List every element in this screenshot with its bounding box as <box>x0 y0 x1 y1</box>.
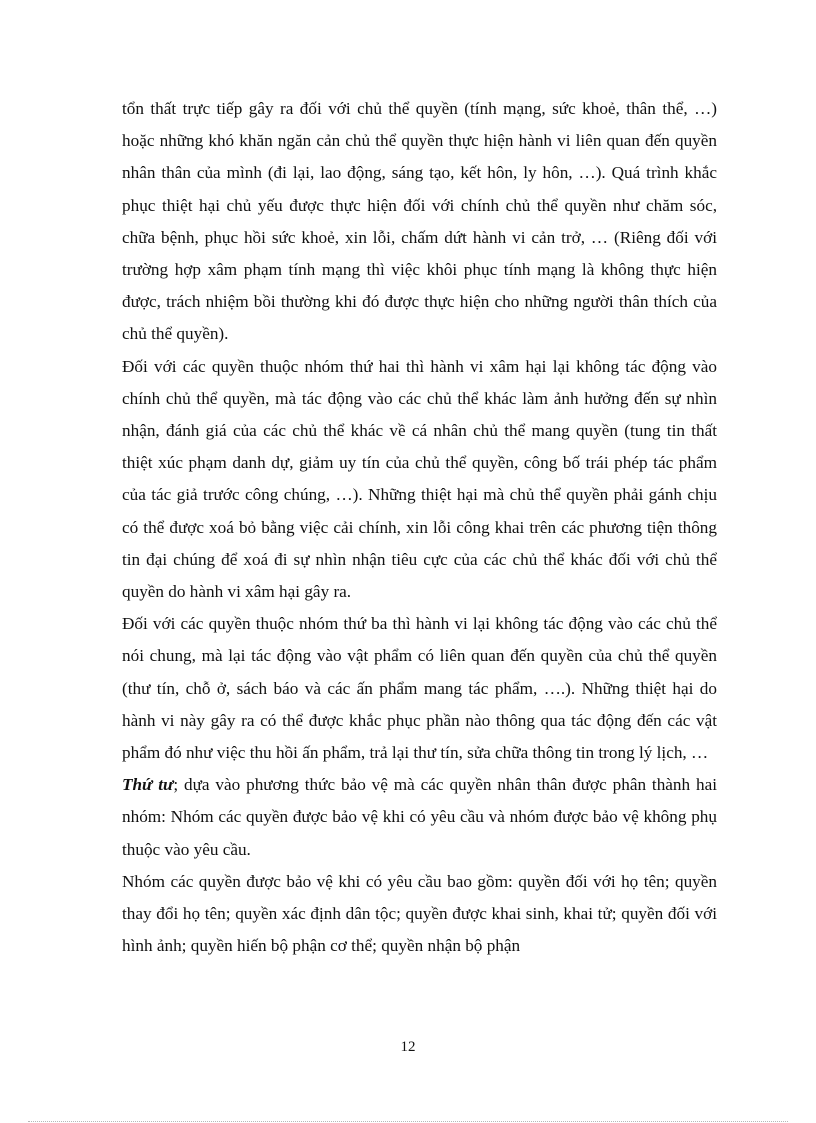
paragraph-rights-on-request <box>122 866 717 963</box>
paragraph-text: Đối với các quyền thuộc nhóm thứ ba thì hành vi lại không tác động vào các chủ thể nói chung, mà lại tác động vào vật phẩm có liên quan đến quyền của chủ thể quyền (thư tín, chỗ ở, sách báo và các ấn phẩm mang tác phẩm, ….). Những thiệt hại do hành vi này gây ra có thể được khắc phục phần nào thông qua tác động đến các vật phẩm đó như việc thu hồi ấn phẩm, trả lại thư tín, sửa chữa thông tin trong lý lịch, … <box>122 614 717 763</box>
paragraph-third-group <box>122 608 717 769</box>
paragraph-lead-fourth: Thứ tư <box>122 775 174 795</box>
paragraph-fourth-criterion <box>122 769 717 866</box>
paragraph-damage-to-subject <box>122 93 717 351</box>
paragraph-text: ; dựa vào phương thức bảo vệ mà các quyền nhân thân được phân thành hai nhóm: Nhóm các quyền được bảo vệ khi có yêu cầu và nhóm được bảo vệ không phụ thuộc vào yêu cầu. <box>122 775 717 859</box>
page-number: 12 <box>400 1039 416 1055</box>
body-text <box>122 93 717 962</box>
page-bottom-divider <box>28 1121 788 1122</box>
paragraph-text: Đối với các quyền thuộc nhóm thứ hai thì hành vi xâm hại lại không tác động vào chính chủ thể quyền, mà tác động vào các chủ thể khác làm ảnh hưởng đến sự nhìn nhận, đánh giá của các chủ thể khác về cá nhân chủ thể mang quyền (tung tin thất thiệt xúc phạm danh dự, giảm uy tín của chủ thể quyền, công bố trái phép tác phẩm của tác giả trước công chúng, …). Những thiệt hại mà chủ thể quyền phải gánh chịu có thể được xoá bỏ bằng việc cải chính, xin lỗi công khai trên các phương tiện thông tin đại chúng để xoá đi sự nhìn nhận tiêu cực của các chủ thể khác đối với chủ thể quyền do hành vi xâm hại gây ra. <box>122 356 717 602</box>
paragraph-text: Nhóm các quyền được bảo vệ khi có yêu cầu bao gồm: quyền đối với họ tên; quyền thay đổi họ tên; quyền xác định dân tộc; quyền được khai sinh, khai tử; quyền đối với hình ảnh; quyền hiến bộ phận cơ thể; quyền nhận bộ phận <box>122 871 717 956</box>
paragraph-text: tổn thất trực tiếp gây ra đối với chủ thể quyền (tính mạng, sức khoẻ, thân thể, …) hoặc những khó khăn ngăn cản chủ thể quyền thực hiện hành vi liên quan đến quyền nhân thân của mình (đi lại, lao động, sáng tạo, kết hôn, ly hôn, …). Quá trình khắc phục thiệt hại chủ yếu được thực hiện đối với chính chủ thể quyền như chăm sóc, chữa bệnh, phục hồi sức khoẻ, xin lỗi, chấm dứt hành vi cản trở, … (Riêng đối với trường hợp xâm phạm tính mạng thì việc khôi phục tính mạng là không thực hiện được, trách nhiệm bồi thường khi đó được thực hiện cho những người thân thích của chủ thể quyền). <box>122 99 717 344</box>
paragraph-second-group <box>122 351 717 609</box>
